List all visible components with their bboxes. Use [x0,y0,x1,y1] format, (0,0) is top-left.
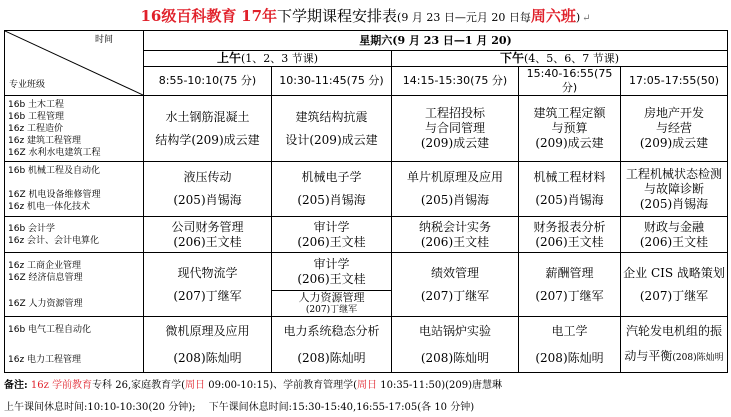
class-name: 16z 建筑工程管理 [8,135,82,146]
course-name: 机械工程材料 [533,170,606,184]
afternoon-header [392,51,728,67]
corner-header [5,31,144,96]
course-room-teacher: 设计(209)成云建 [285,132,378,147]
course-name: 房地产开发 [644,106,705,120]
course-name: 人力资源管理 [298,290,365,304]
table-row [5,217,728,253]
course-cell [272,96,392,162]
course-cell [392,217,519,253]
note-text-a: 专科 26,家庭教育学( [92,380,186,391]
title-date-range: (9 月 23 日—元月 20 日每 [397,11,531,24]
course-cell [519,162,621,217]
corner-class-label: 专业班级 [9,80,46,90]
class-name: 16b 土木工程 [8,99,65,110]
course-name-2: 与故障诊断 [644,181,705,196]
course-name-2: 动与平衡 [624,348,673,363]
course-room-teacher: (208)陈灿明 [672,352,724,363]
course-room-teacher: (207)丁继军 [639,288,709,303]
note-class: 16z 学前教育 [30,380,93,391]
course-name: 审计学 [313,256,350,271]
course-name-2: 与合同管理 [424,121,485,135]
return-mark-icon: ↵ [582,13,591,24]
course-room-teacher: (208)陈灿明 [297,350,366,365]
course-name: 微机原理及应用 [165,323,250,338]
class-list [5,253,144,317]
class-name: 16b 电气工程自动化 [8,324,92,335]
course-cell [144,162,272,217]
course-room-teacher: 结构学(209)成云建 [155,132,260,147]
table-row [5,253,728,291]
class-name: 16Z 人力资源管理 [8,298,83,309]
title-day-label: 周六班 [530,7,576,25]
course-cell [621,162,728,217]
class-name: 16Z 水利水电建筑工程 [8,147,101,158]
note-text-c: 10:35-11:50)(209)唐慧琳 [377,380,503,391]
course-room-teacher: (207)丁继军 [420,288,490,303]
class-name: 16b 机械工程及自动化 [8,166,101,176]
schedule-table [4,30,728,373]
morning-header [144,51,392,67]
course-name: 企业 CIS 战略策划 [623,265,725,280]
course-name: 液压传动 [183,170,232,184]
course-cell [272,162,392,217]
course-name-2: 与预算 [551,121,588,135]
course-room-teacher: (205)肖锡海 [297,193,366,207]
slot-3: 14:15-15:30(75 分) [392,67,519,96]
course-name: 审计学 [313,219,350,234]
course-cell [392,162,519,217]
course-cell-split-top [272,253,392,291]
title-ji: 级 [161,7,177,25]
slot-5: 17:05-17:55(50) [621,67,728,96]
course-room-teacher: (209)成云建 [420,136,490,150]
slot-2: 10:30-11:45(75 分) [272,67,392,96]
course-room-teacher: (208)陈灿明 [173,350,242,365]
course-cell [621,217,728,253]
course-name: 电站锅炉实验 [418,323,491,338]
class-name: 16z 工商企业管理 [8,260,82,271]
note-label: 备注: [4,380,28,391]
class-name: 16z 会计、会计电算化 [8,235,100,246]
course-room-teacher: (206)王文桂 [173,234,242,249]
course-name: 绩效管理 [430,265,479,280]
table-row [5,162,728,217]
course-name: 纳税会计实务 [418,219,491,234]
title-school: 百科教育 [176,7,237,25]
course-name: 电力系统稳态分析 [283,323,380,338]
course-cell [621,253,728,317]
table-row [5,96,728,162]
course-room-teacher: (209)成云建 [639,136,709,150]
corner-time-label: 时间 [94,35,113,45]
title-nian: 年 [262,7,278,25]
course-room-teacher: (207)丁继军 [173,288,242,303]
course-name: 工程机械状态检测 [626,166,723,181]
course-room-teacher: (206)王文桂 [639,234,709,249]
title-year: 17 [241,7,263,25]
course-room-teacher: (205)肖锡海 [420,193,490,207]
note-day-2: 周日 [357,380,378,391]
class-name: 16z 工程造价 [8,123,64,134]
course-cell [144,253,272,317]
course-cell [144,317,272,373]
course-name: 电工学 [551,323,588,338]
course-room-teacher: (207)丁继军 [305,304,358,315]
class-list [5,217,144,253]
course-room-teacher: (208)陈灿明 [420,350,490,365]
note-day-1: 周日 [185,380,206,391]
title-grade: 16 [140,7,162,25]
course-room-teacher: (205)肖锡海 [535,193,604,207]
slot-4: 15:40-16:55(75 分) [519,67,621,96]
course-room-teacher: (208)陈灿明 [535,350,604,365]
title-close: ) [575,11,581,24]
course-cell [272,317,392,373]
course-cell [621,96,728,162]
course-cell [144,96,272,162]
course-name: 薪酬管理 [545,265,594,280]
course-name: 财务报表分析 [533,219,606,234]
morning-periods: (1、2、3 节课) [240,52,319,65]
course-room-teacher: (205)肖锡海 [173,193,242,207]
class-list [5,317,144,373]
table-row [5,317,728,373]
title-rest: 下学期课程安排表 [277,7,398,25]
course-name: 现代物流学 [177,265,238,280]
course-cell [519,217,621,253]
course-room-teacher: (206)王文桂 [535,234,604,249]
class-list [5,162,144,217]
course-name: 单片机原理及应用 [406,170,503,184]
course-name: 水土钢筋混凝土 [165,109,250,124]
course-room-teacher: (205)肖锡海 [639,196,709,211]
course-cell [392,253,519,317]
course-cell [519,317,621,373]
course-cell [621,317,728,373]
class-name: 16b 工程管理 [8,111,65,122]
course-cell [144,217,272,253]
class-name: 16b 会计学 [8,223,56,234]
course-room-teacher: (209)成云建 [535,136,604,150]
course-name: 建筑工程定额 [533,106,606,120]
morning-break: 上午课间休息时间:10:10-10:30(20 分钟); [4,402,196,413]
course-name: 汽轮发电机组的振 [626,323,723,338]
afternoon-label: 下午 [499,51,524,65]
course-name: 机械电子学 [301,170,362,184]
slot-1: 8:55-10:10(75 分) [144,67,272,96]
course-name: 财政与金融 [644,219,705,234]
afternoon-periods: (4、5、6、7 节课) [523,52,620,65]
class-name: 16Z 经济信息管理 [8,272,83,283]
course-cell [392,317,519,373]
note-line-2 [4,398,474,413]
course-room-teacher: (207)丁继军 [535,288,604,303]
morning-label: 上午 [216,51,241,65]
course-name: 工程招投标 [424,106,485,120]
course-name: 公司财务管理 [171,219,244,234]
class-name: 16z 电力工程管理 [8,354,82,365]
course-name-2: 与经营 [656,121,693,135]
page-title [0,6,731,29]
class-list [5,96,144,162]
course-room-teacher: (206)王文桂 [420,234,490,249]
day-header: 星期六(9 月 23 日—1 月 20) [144,31,728,51]
class-name: 16z 机电一体化技术 [8,202,91,212]
course-cell [519,253,621,317]
course-cell [392,96,519,162]
note-text-b: 09:00-10:15)、学前教育管理学( [205,380,358,391]
course-cell [272,217,392,253]
note-line-1 [4,376,502,391]
course-cell [519,96,621,162]
course-room-teacher: (206)王文桂 [297,234,366,249]
course-cell-split-bottom [272,291,392,317]
course-name: 建筑结构抗震 [295,109,368,124]
class-name: 16Z 机电设备维修管理 [8,190,101,200]
course-room-teacher: (206)王文桂 [297,271,366,286]
afternoon-break: 下午课间休息时间:15:30-15:40,16:55-17:05(各 10 分钟) [208,402,475,413]
